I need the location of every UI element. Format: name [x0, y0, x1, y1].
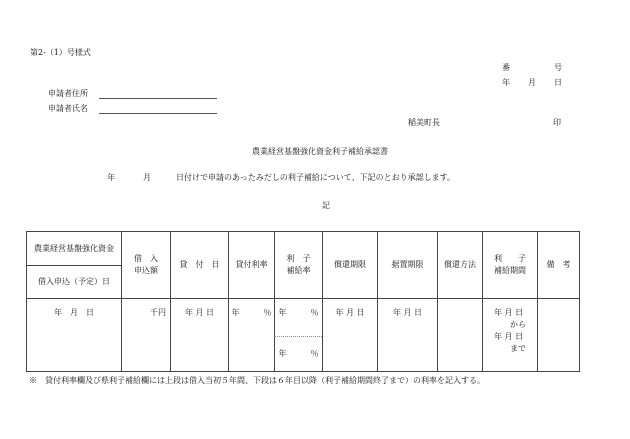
approval-table — [26, 231, 580, 372]
cell-subsidy-period[interactable]: 年 月 日 から 年 月 日 まで — [482, 298, 537, 371]
cell-repayment-deadline[interactable]: 年 月 日 — [322, 298, 377, 371]
applicant-address-field[interactable] — [99, 98, 217, 99]
body-text: 日付けで申請のあったみだしの利子補給について、下記のとおり承認します。 — [176, 173, 455, 182]
number-suffix: 号 — [554, 63, 562, 72]
body-month: 月 — [143, 173, 151, 182]
cell-subsidy-rate-upper[interactable]: 年 ％ — [274, 298, 322, 336]
header-amount: 借 入 申込額 — [121, 231, 170, 298]
header-repayment-deadline: 償還期限 — [322, 231, 377, 298]
form-number: 第2-（1）号様式 — [30, 48, 91, 57]
footnote: ※ 貸付利率欄及び県利子補給欄には上段は借入当初５年間、下段は６年目以降（利子補給期間終了まで）の利率を記入する。 — [29, 376, 485, 385]
document-title: 農業経営基盤強化資金利子補給承認書 — [252, 147, 388, 156]
cell-loan-rate[interactable]: 年 ％ — [228, 298, 274, 371]
header-subsidy-rate: 利 子 補給率 — [274, 231, 322, 298]
ki-heading: 記 — [322, 201, 330, 210]
header-fund: 農業経営基盤強化資金 — [26, 231, 121, 265]
header-loan-date: 貸 付 日 — [170, 231, 228, 298]
header-remarks: 備 考 — [537, 231, 579, 298]
header-repayment-method: 償還方法 — [437, 231, 482, 298]
cell-subsidy-rate-lower[interactable]: 年 ％ — [274, 336, 322, 371]
date-day: 日 — [554, 78, 562, 87]
header-loan-rate: 貸付利率 — [228, 231, 274, 298]
header-deferment-deadline: 据置期限 — [377, 231, 437, 298]
applicant-address-label: 申請者住所 — [48, 89, 88, 98]
applicant-name-field[interactable] — [99, 113, 217, 114]
date-year: 年 — [502, 78, 510, 87]
number-label: 番 — [502, 63, 510, 72]
seal: 印 — [553, 118, 561, 127]
cell-application-date[interactable]: 年 月 日 — [26, 298, 121, 371]
body-year: 年 — [107, 173, 115, 182]
cell-loan-date[interactable]: 年 月 日 — [170, 298, 228, 371]
applicant-name-label: 申請者氏名 — [48, 104, 88, 113]
header-application-date: 借入申込（予定）日 — [26, 265, 121, 298]
cell-deferment-deadline[interactable]: 年 月 日 — [377, 298, 437, 371]
header-subsidy-period: 利 子 補給期間 — [482, 231, 537, 298]
mayor: 稲美町長 — [408, 118, 440, 127]
cell-repayment-method[interactable] — [437, 298, 482, 371]
cell-amount[interactable]: 千円 — [121, 298, 170, 371]
cell-remarks[interactable] — [537, 298, 579, 371]
date-month: 月 — [528, 78, 536, 87]
